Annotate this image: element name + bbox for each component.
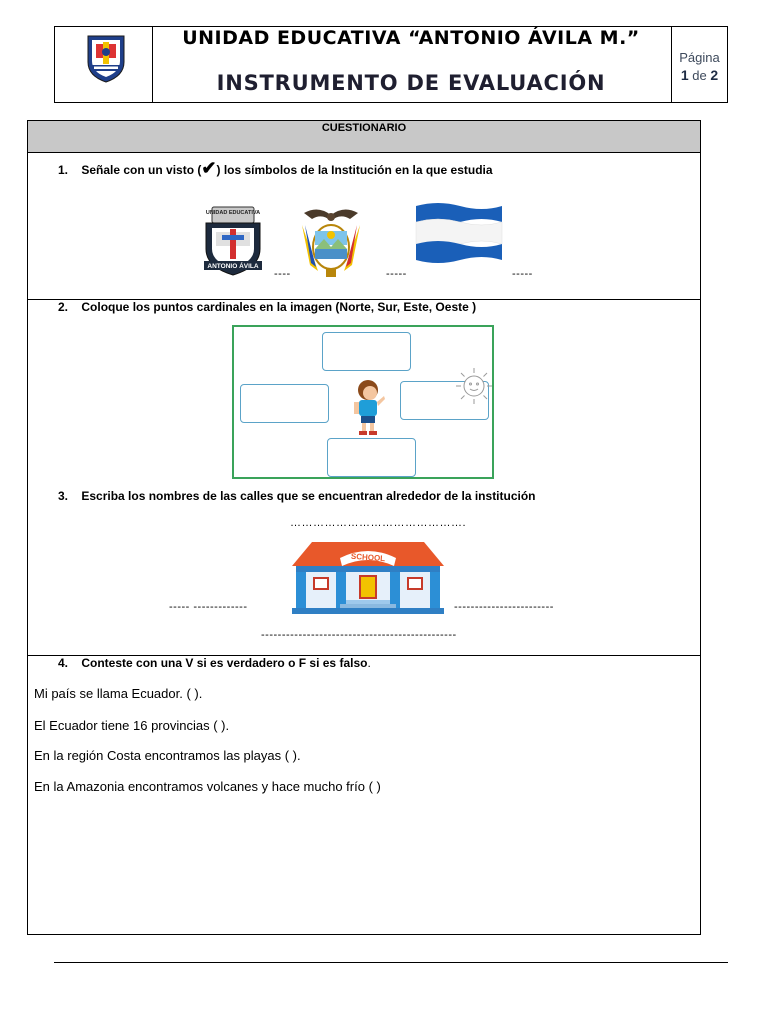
footer-rule (54, 962, 728, 963)
questionnaire-title: CUESTIONARIO (321, 122, 407, 134)
crest-text-bottom: ANTONIO ÁVILA (207, 263, 259, 270)
question-text: Escriba los nombres de las calles que se encuentran alrededor de la institución (81, 489, 536, 503)
question-1 (58, 158, 493, 179)
question-number: 1. (58, 163, 69, 177)
page-current: 1 (680, 67, 689, 83)
question-text-end: . (367, 656, 371, 670)
question-2 (58, 300, 476, 314)
page-of: de (692, 68, 707, 83)
answer-blank-3[interactable]: ----- (512, 268, 533, 280)
question-text: Señale con un visto ( (81, 163, 202, 177)
document-title: INSTRUMENTO DE EVALUACIÓN (216, 71, 606, 95)
school-crest-image[interactable] (198, 205, 268, 282)
ecuador-coat-of-arms-image[interactable] (298, 205, 364, 288)
question-3 (58, 489, 536, 503)
page-number (671, 67, 728, 83)
true-false-item-1: Mi país se llama Ecuador. ( ). (34, 686, 203, 701)
page-label: Página (679, 50, 720, 65)
question-text: Conteste con una V si es verdadero o F si es falso (81, 656, 368, 670)
true-false-item-2: El Ecuador tiene 16 provincias ( ). (34, 718, 230, 733)
street-blank-bottom[interactable]: ----------------------------------------------- (261, 629, 457, 641)
question-4 (58, 656, 371, 670)
south-answer-box[interactable] (327, 438, 416, 477)
check-mark-icon: ✔ (201, 158, 217, 178)
question-number: 4. (58, 656, 69, 670)
west-answer-box[interactable] (240, 384, 329, 423)
question-number: 3. (58, 489, 69, 503)
street-blank-right[interactable]: ------------------------ (454, 601, 554, 613)
north-answer-box[interactable] (322, 332, 411, 371)
question-number: 2. (58, 300, 69, 314)
question-text: Coloque los puntos cardinales en la imagen (Norte, Sur, Este, Oeste ) (81, 300, 477, 314)
school-name: UNIDAD EDUCATIVA “ANTONIO ÁVILA M.” (182, 27, 640, 49)
true-false-item-3: En la región Costa encontramos las playas ( ). (34, 748, 301, 763)
school-logo (84, 32, 128, 89)
school-sign-text: SCHOOL (350, 551, 386, 564)
sun-icon (452, 366, 496, 411)
crest-text-top: UNIDAD EDUCATIVA (205, 210, 261, 216)
answer-blank-2[interactable]: ----- (386, 268, 407, 280)
institution-flag-image[interactable] (412, 200, 506, 273)
answer-blank-1[interactable]: ---- (274, 268, 291, 280)
true-false-item-4: En la Amazonia encontramos volcanes y hace mucho frío ( ) (34, 779, 381, 794)
question-text-end: ) los símbolos de la Institución en la que estudia (216, 163, 493, 177)
page-total: 2 (710, 67, 719, 83)
child-figure-image (352, 378, 386, 441)
school-building-image (290, 538, 446, 623)
street-blank-left[interactable]: ----- ------------- (169, 601, 248, 613)
street-blank-top[interactable]: ………………………………………. (290, 517, 467, 529)
